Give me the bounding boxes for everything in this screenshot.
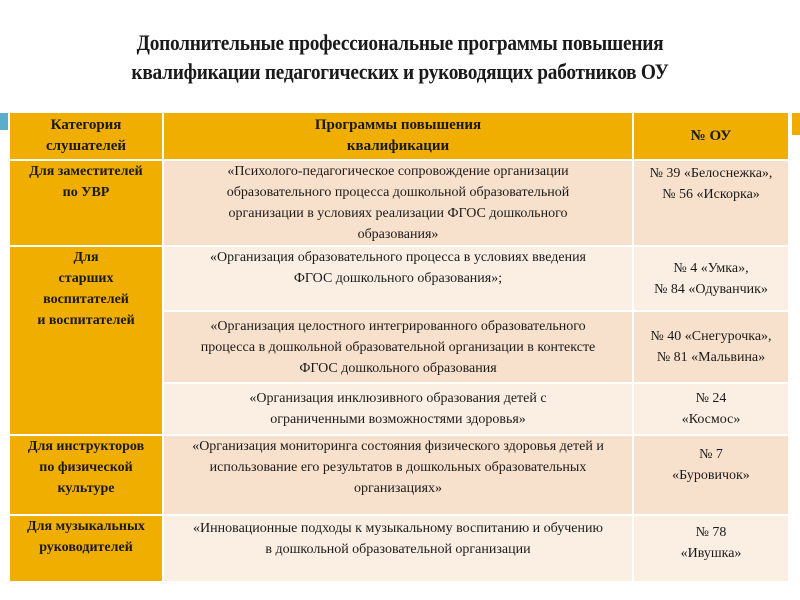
institution-line: № 4 «Умка», [673,260,749,276]
program-line: «Организация образовательного процесса в условиях введения [209,250,586,265]
category-line: воспитателей [43,292,129,307]
category-line: и воспитателей [37,313,135,328]
institution-line: № 40 «Снегурочка», [650,329,772,344]
table-row [10,161,790,247]
program-line: ФГОС дошкольного образования [299,360,497,376]
table-row [10,436,790,516]
header-institution [634,113,790,161]
category-line: Для [73,250,99,265]
programs-table [10,113,790,583]
program-line: в дошкольной образовательной организации [265,542,531,557]
header-programs [164,113,634,161]
category-line: Для инструкторов [27,439,145,454]
program-line: «Организация мониторинга состояния физического здоровья детей и [192,439,604,454]
program-line: образования» [357,227,439,242]
category-cell [10,247,164,436]
category-cell [10,516,164,583]
category-line: Для заместителей [29,164,143,179]
institution-cell [634,247,790,312]
header-programs-line-2: квалификации [346,138,450,154]
program-cell [164,161,634,247]
header-category [10,113,164,161]
category-line: руководителей [39,540,133,555]
institution-line: № 7 [699,447,723,462]
program-line: использование его результатов в дошкольных образовательных [209,460,587,475]
header-institution-label: № ОУ [690,127,732,144]
institution-cell [634,161,790,247]
header-category-line-2: слушателей [45,138,127,154]
category-cell [10,161,164,247]
category-line: Для музыкальных [27,519,145,534]
program-cell [164,436,634,516]
institution-line: «Космос» [681,412,741,427]
table-row [10,516,790,583]
institution-line: «Ивушка» [680,546,742,561]
institution-line: № 24 [695,391,727,406]
program-line: «Организация инклюзивного образования детей с [249,391,547,406]
institution-line: № 78 [695,525,727,540]
program-cell [164,384,634,436]
program-cell [164,247,634,312]
institution-cell [634,312,790,384]
program-line: образовательного процесса дошкольной образовательной [226,185,570,200]
program-line: «Психолого-педагогическое сопровождение организации [227,164,569,179]
category-line: культуре [57,481,115,496]
program-line: «Организация целостного интегрированного образовательного [210,318,586,334]
institution-line: № 56 «Искорка» [662,187,760,202]
program-line: ФГОС дошкольного образования»; [293,271,503,286]
program-line: «Инновационные подходы к музыкальному воспитанию и обучению [193,521,603,536]
program-cell [164,516,634,583]
institution-line: № 84 «Одуванчик» [654,281,768,297]
institution-line: «Буровичок» [672,468,750,483]
institution-cell [634,436,790,516]
decorative-accent-right [792,113,800,135]
decorative-accent-left [0,113,8,130]
category-cell [10,436,164,516]
program-cell [164,312,634,384]
table-header-row [10,113,790,161]
program-line: ограниченными возможностями здоровья» [270,412,526,427]
institution-cell [634,516,790,583]
institution-line: № 39 «Белоснежка», [649,166,773,181]
category-line: по физической [39,460,133,475]
slide-title-line-2: квалификации педагогических и руководящих работников ОУ [131,59,669,84]
institution-line: № 81 «Мальвина» [656,350,766,365]
institution-cell [634,384,790,436]
header-category-line-1: Категория [50,117,122,133]
category-line: старших [58,271,114,286]
program-line: организациях» [353,481,443,496]
slide-title [48,28,752,86]
category-line: по УВР [62,185,110,200]
header-programs-line-1: Программы повышения [314,117,482,133]
program-line: процесса в дошкольной образовательной организации в контексте [200,339,596,355]
table-row [10,247,790,312]
slide-title-line-1: Дополнительные профессиональные программы повышения [136,30,664,55]
program-line: организации в условиях реализации ФГОС дошкольного [228,206,568,221]
